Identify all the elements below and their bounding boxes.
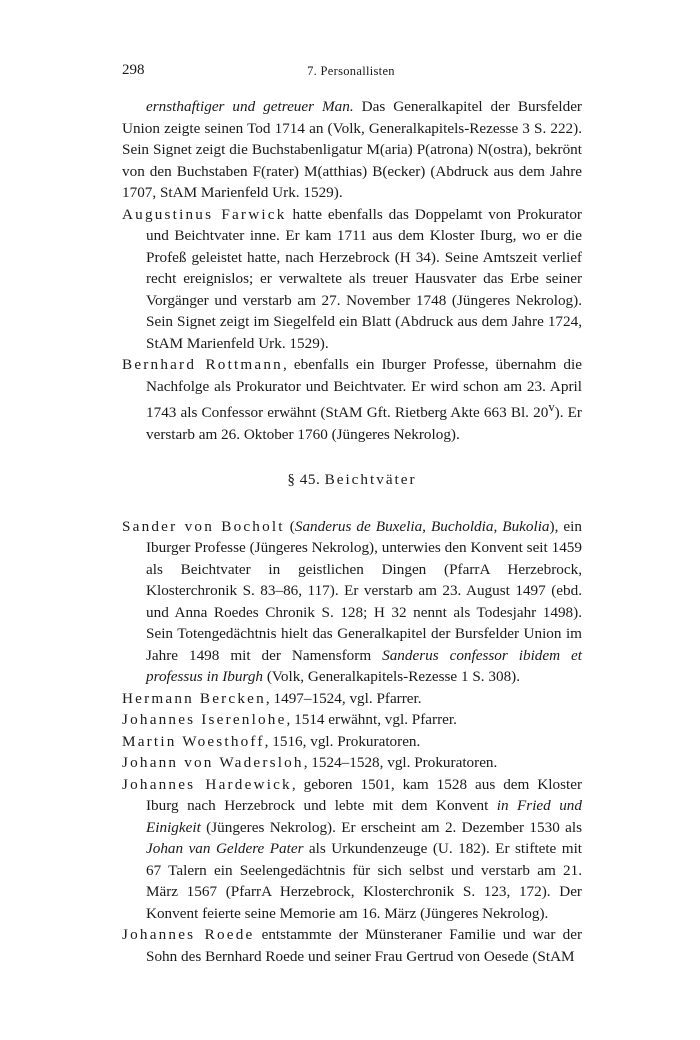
italic-phrase: Johan van Geldere Pater [146, 840, 304, 858]
entry-johannes-iserenlohe [122, 709, 582, 731]
person-name: Martin Woesthoff [122, 732, 265, 750]
superscript: v [548, 400, 555, 414]
entry-text: als Urkundenzeuge (U. 182). Er stiftete mit 67 Talern ein Seelengedächtnis für sich selbst und verstarb am 21. März 1567 (PfarrA Herzebrock, Klosterchronik S. 123, 172). Der Konvent feierte seine Memorie am 16. März (Jüngeres Nekrolog). [146, 840, 583, 922]
person-name: Augustinus Farwick [122, 205, 287, 223]
page-number: 298 [122, 62, 145, 78]
entry-text: ), ein Iburger Professe (Jüngeres Nekrolog), unterwies den Konvent seit 1459 als Beichtvater in geistlichen Dingen (PfarrA Herzebrock, Klosterchronik S. 83–86, 117). Er verstarb am 23. August 1497 (ebd. und Anna Roedes Chronik S. 128; H 32 nennt als Todesjahr 1498). Sein Totengedächtnis hielt das Generalkapitel der Bursfelder Union im Jahre 1498 mit der Namensform [146, 517, 582, 664]
person-name: Johannes Roede [122, 926, 255, 944]
entry-bernhard-rottmann [122, 354, 582, 445]
entry-johannes-hardewick [122, 774, 582, 925]
entry-text: , 1514 erwähnt, vgl. Pfarrer. [286, 711, 457, 729]
running-head: 7. Personallisten [307, 64, 395, 78]
section-number: § 45. [287, 471, 321, 489]
italic-phrase: in Fried und Einigkeit [146, 797, 582, 836]
entry-text: ( [284, 517, 295, 535]
italic-phrase: Sanderus de Buxelia, Bucholdia, Bukolia [294, 517, 550, 535]
italic-phrase: Sanderus confessor ibidem et professus in Iburgh [146, 646, 582, 686]
entry-text: (Volk, Generalkapitels-Rezesse 1 S. 308). [263, 668, 521, 686]
section-title: Beichtväter [324, 471, 417, 489]
entry-sander-von-bocholt [122, 516, 582, 688]
entry-text: , 1524–1528, vgl. Prokuratoren. [303, 754, 498, 772]
paragraph-matthias-becker [122, 96, 582, 204]
person-name: Johann von Wadersloh [122, 754, 304, 772]
entry-text: ). Er verstarb am 26. Oktober 1760 (Jüngeres Nekrolog). [146, 404, 582, 443]
entry-johann-von-wadersloh [122, 752, 582, 774]
entry-text: , 1516, vgl. Prokuratoren. [264, 732, 421, 750]
person-name: Johannes Iserenlohe [122, 711, 287, 729]
entry-martin-woesthoff [122, 731, 582, 753]
paragraph-text: Das Generalkapitel der Bursfelder Union zeigte seinen Tod 1714 an (Volk, Generalkapitels-Rezesse 3 S. 222). Sein Signet zeigt die Buchstabenligatur M(aria) P(atrona) N(ostra), bekrönt von den Buchstaben F(rater) M(atthias) B(ecker) (Abdruck aus dem Jahre 1707, StAM Marienfeld Urk. 1529). [122, 98, 582, 201]
entry-augustinus-farwick [122, 204, 582, 355]
entry-text: (Jüngeres Nekrolog). Er erscheint am 2. Dezember 1530 als [200, 818, 582, 836]
entry-hermann-bercken [122, 688, 582, 710]
entry-johannes-roede [122, 924, 582, 967]
person-name: Hermann Bercken [122, 689, 266, 707]
entry-text: hatte ebenfalls das Doppelamt von Prokurator und Beichtvater inne. Er kam 1711 aus dem Kloster Iburg, wo er die Profeß geleistet hatte, nach Herzebrock (H 34). Seine Amtszeit verlief recht ereignislos; er verwaltete als treuer Hausvater das Erbe seiner Vorgänger und verstarb am 27. November 1748 (Jüngeres Nekrolog). Sein Signet zeigt im Siegelfeld ein Blatt (Abdruck aus dem Jahre 1724, StAM Marienfeld Urk. 1529). [146, 205, 582, 352]
entry-text: , geboren 1501, kam 1528 aus dem Kloster Iburg nach Herzebrock und lebte mit dem Konvent [146, 775, 582, 815]
person-name: Johannes Hardewick [122, 775, 292, 793]
page-header [122, 62, 580, 82]
entry-text: , ebenfalls ein Iburger Professe, übernahm die Nachfolge als Prokurator und Beichtvater. Er wird schon am 23. April 1743 als Confessor erwähnt (StAM Gft. Rietberg Akte 663 Bl. 20 [146, 356, 582, 422]
person-name: Sander von Bocholt [122, 517, 285, 535]
entry-text: , 1497–1524, vgl. Pfarrer. [265, 689, 422, 707]
italic-phrase: ernsthaftiger und getreuer Man. [146, 98, 354, 115]
body-text [122, 96, 582, 967]
person-name: Bernhard Rottmann [122, 356, 283, 373]
section-heading [122, 469, 582, 491]
entry-text: entstammte der Münsteraner Familie und war der Sohn des Bernhard Roede und seiner Frau Gertrud von Oesede (StAM [146, 926, 583, 965]
